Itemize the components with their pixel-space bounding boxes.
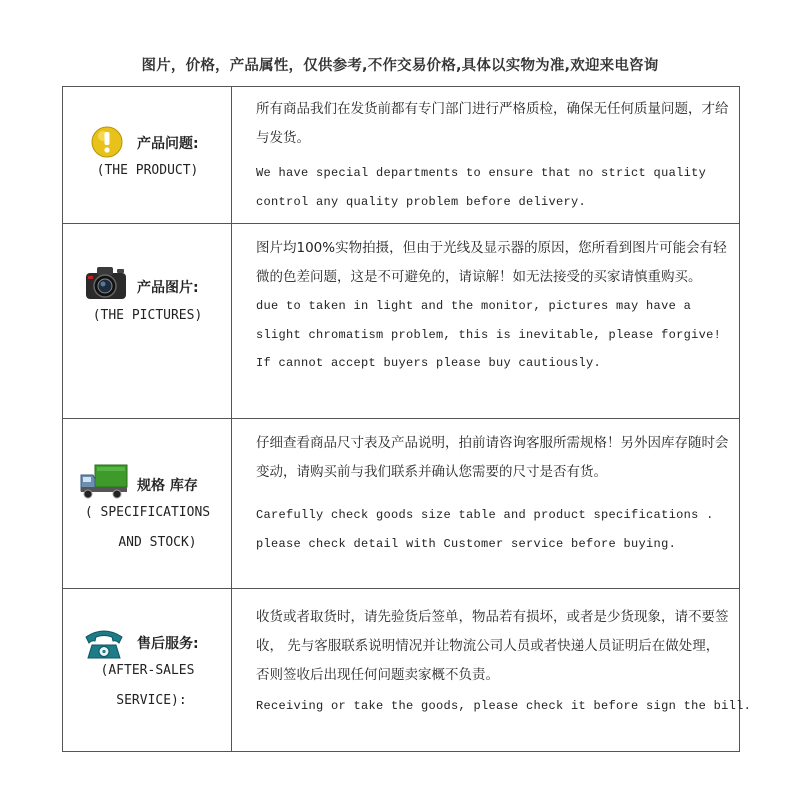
pictures-row (63, 224, 739, 419)
specifications-label-en-2: AND STOCK) (118, 535, 197, 550)
after-sales-label-cn: 售后服务: (137, 636, 199, 652)
telephone-icon (83, 627, 125, 661)
exclamation-icon (91, 126, 123, 158)
product-content (232, 87, 739, 223)
notice-headline: 图片，价格，产品属性，仅供参考,不作交易价格,具体以实物为准,欢迎来电咨询 (141, 58, 659, 74)
pictures-text-cn: 图片均100%实物拍摄，但由于光线及显示器的原因，您所看到图片可能会有轻微的色差问题，这是不可避免的，请谅解！如无法接受的买家请慎重购买。 (256, 240, 727, 285)
notice-table (62, 86, 752, 752)
pictures-label-en: (THE PICTURES) (92, 308, 203, 323)
product-text-cn: 所有商品我们在发货前都有专门部门进行严格质检，确保无任何质量问题，才给与发货。 (256, 101, 729, 146)
specifications-text-en-1: Carefully check goods size table and product specifications . (256, 508, 714, 522)
product-label-cell (63, 87, 232, 223)
specifications-text-en-2: please check detail with Customer service before buying. (256, 536, 677, 551)
specifications-label-cn: 规格 库存 (137, 478, 198, 494)
after-sales-label-en-1: (AFTER-SALES (100, 663, 195, 678)
pictures-text-en-2: slight chromatism problem, this is inevitable, please forgive! (256, 327, 722, 342)
specifications-content (232, 419, 739, 588)
product-label-cn: 产品问题: (137, 136, 199, 152)
after-sales-row (63, 589, 752, 751)
product-label-en: (THE PRODUCT) (96, 163, 199, 178)
camera-icon (83, 264, 129, 302)
after-sales-text-en-1: Receiving or take the goods, please check it before sign the bill. (256, 699, 752, 713)
product-text-en-1: We have special departments to ensure that no strict quality (256, 166, 707, 180)
pictures-text-en-1: due to taken in light and the monitor, pictures may have a (256, 299, 692, 313)
after-sales-label-en-2: SERVICE): (116, 693, 187, 708)
pictures-text-en-3: If cannot accept buyers please buy cautiously. (256, 356, 602, 370)
specifications-text-cn: 仔细查看商品尺寸表及产品说明，拍前请咨询客服所需规格！另外因库存随时会变动，请购买前与我们联系并确认您需要的尺寸是否有货。 (256, 435, 729, 480)
pictures-label-cn: 产品图片: (137, 280, 199, 296)
product-text-en-2: control any quality problem before delivery. (256, 194, 587, 209)
pictures-content (232, 224, 739, 418)
delivery-truck-icon (79, 461, 129, 501)
after-sales-content (232, 589, 752, 751)
pictures-label-cell (63, 224, 232, 418)
specifications-label-en-1: ( SPECIFICATIONS (84, 505, 211, 520)
specifications-row (63, 419, 739, 589)
after-sales-label-cell (63, 589, 232, 751)
product-row (63, 87, 739, 224)
specifications-label-cell (63, 419, 232, 588)
after-sales-text-cn: 收货或者取货时，请先验货后签单，物品若有损坏，或者是少货现象，请不要签收， 先与客服联系说明情况并让物流公司人员或者快递人员证明后在做处理，否则签收后出现任何问题卖家概不负责。 (256, 609, 729, 683)
